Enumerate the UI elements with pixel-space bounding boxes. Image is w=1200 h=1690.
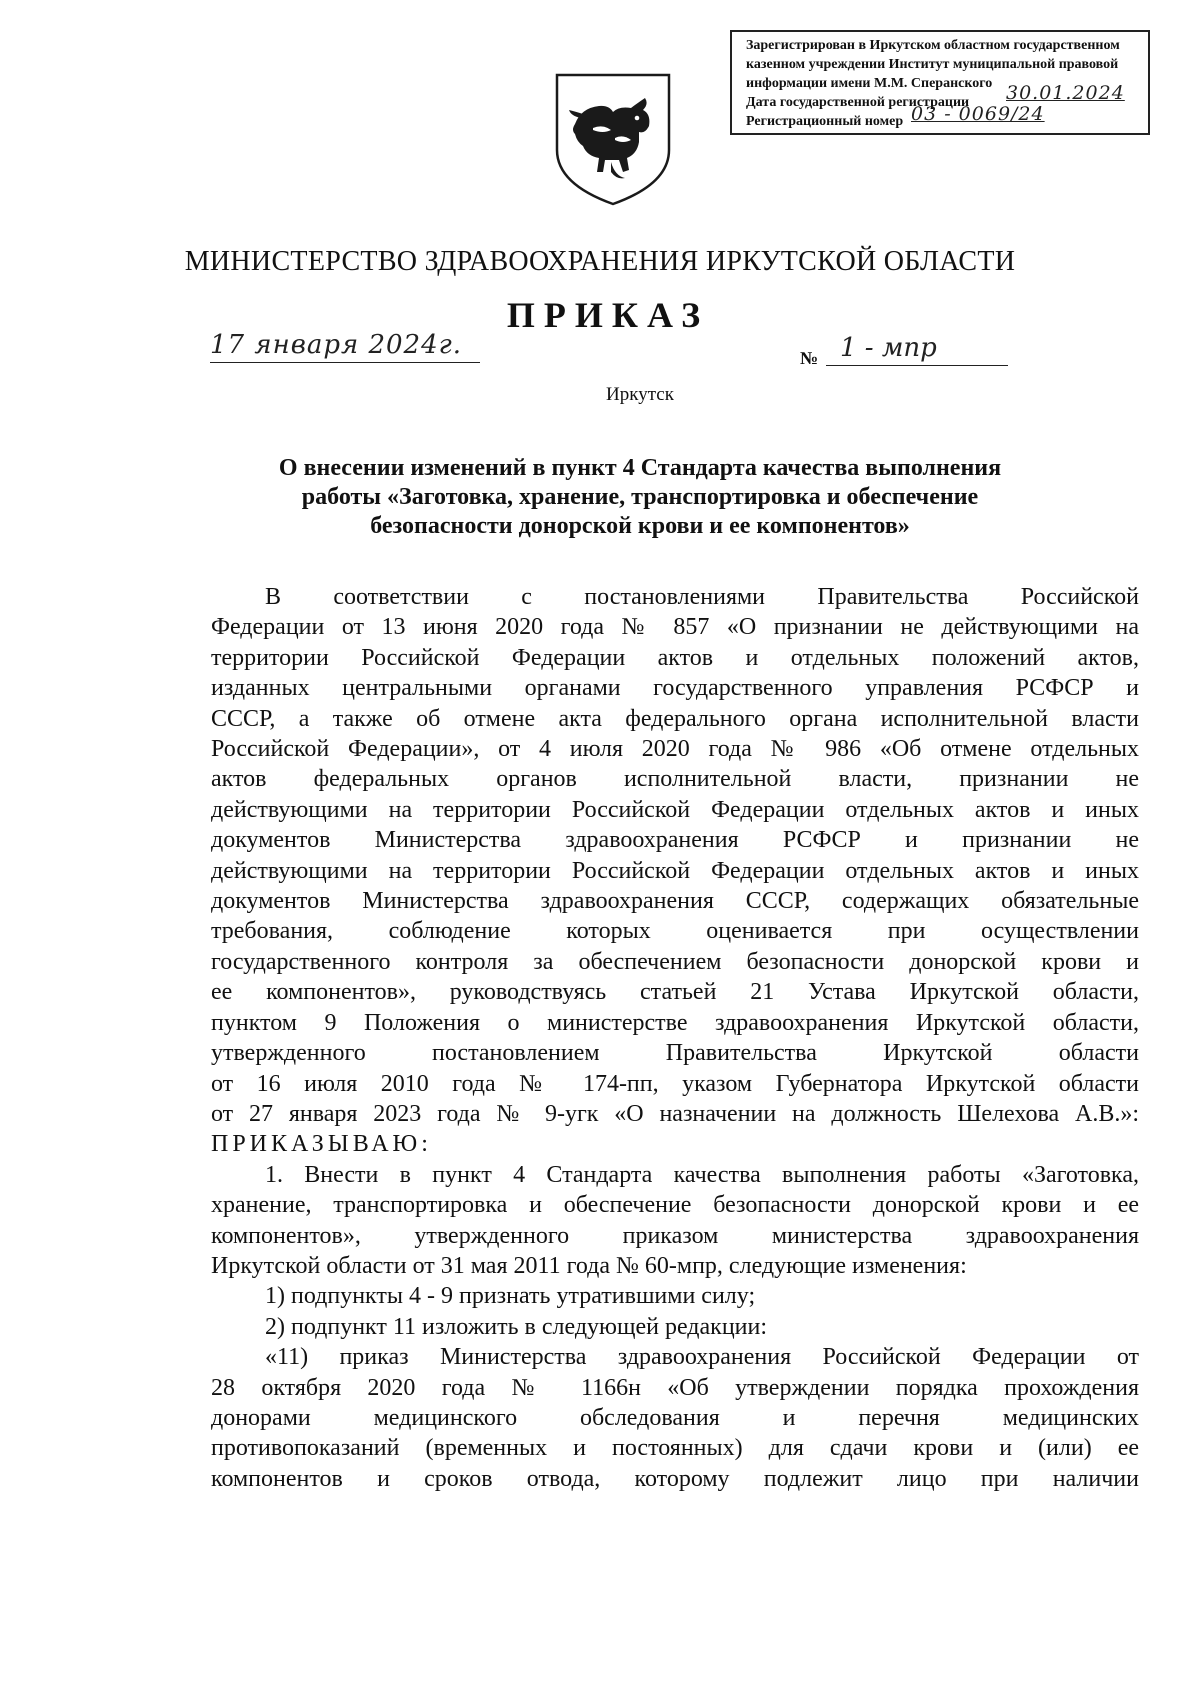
order-date-handwritten: 17 января 2024г. — [210, 330, 480, 363]
body-line: 1. Внести в пункт 4 Стандарта качества выполнения работы «Заготовка, — [265, 1161, 1139, 1188]
body-line: требования, соблюдение которых оценивается при осуществлении — [211, 918, 1139, 945]
body-line: государственного контроля за обеспечением безопасности донорской крови и — [211, 948, 1139, 975]
order-heading — [200, 454, 1080, 541]
body-line: территории Российской Федерации актов и отдельных положений актов, — [211, 644, 1139, 671]
body-line: действующими на территории Российской Федерации отдельных актов и иных — [211, 796, 1139, 823]
subitem-line: 1) подпункты 4 - 9 признать утратившими силу; — [265, 1283, 756, 1310]
heading-line: работы «Заготовка, хранение, транспортировка и обеспечение — [301, 484, 979, 510]
irkutsk-coat-of-arms-icon — [553, 72, 673, 208]
stamp-line: казенном учреждении Институт муниципальной правовой — [746, 57, 1119, 72]
quote-line: «11) приказ Министерства здравоохранения Российской Федерации от — [265, 1344, 1139, 1371]
body-line: хранение, транспортировка и обеспечение безопасности донорской крови и ее — [211, 1192, 1139, 1219]
subitem-line: 2) подпункт 11 изложить в следующей редакции: — [265, 1313, 768, 1340]
body-line: от 16 июля 2010 года № 174-пп, указом Губернатора Иркутской области — [211, 1070, 1139, 1097]
body-line: действующими на территории Российской Федерации отдельных актов и иных — [211, 857, 1139, 884]
body-line: Иркутской области от 31 мая 2011 года № 60-мпр, следующие изменения: — [211, 1252, 967, 1279]
stamp-number-value: 03 - 0069/24 — [911, 103, 1045, 125]
heading-line: О внесении изменений в пункт 4 Стандарта качества выполнения — [278, 455, 1002, 481]
city-name: Иркутск — [606, 384, 674, 405]
body-line: от 27 января 2023 года № 9-угк «О назначении на должность Шелехова А.В.»: — [211, 1100, 1139, 1127]
stamp-date-label: Дата государственной регистрации — [746, 95, 970, 110]
body-line: В соответствии с постановлениями Правительства Российской — [265, 584, 1139, 610]
body-line: пунктом 9 Положения о министерстве здравоохранения Иркутской области, — [211, 1009, 1139, 1036]
stamp-date-value: 30.01.2024 — [1006, 82, 1125, 104]
document-title: ПРИКАЗ — [506, 295, 710, 335]
body-line: изданных центральными органами государственного управления РСФСР и — [211, 675, 1139, 702]
order-number-label: № — [800, 348, 819, 368]
body-line: Российской Федерации», от 4 июля 2020 года № 986 «Об отмене отдельных — [211, 736, 1139, 763]
body-line: документов Министерства здравоохранения РСФСР и признании не — [211, 827, 1139, 854]
body-line: компонентов», утвержденного приказом министерства здравоохранения — [211, 1222, 1139, 1249]
quote-line: компонентов и сроков отвода, которому подлежит лицо при наличии — [211, 1465, 1139, 1492]
body-line: актов федеральных органов исполнительной власти, признании не — [211, 766, 1139, 793]
body-line: СССР, а также об отмене акта федерального органа исполнительной власти — [211, 705, 1139, 732]
body-line: утвержденного постановлением Правительства Иркутской области — [211, 1040, 1139, 1067]
orders-keyword: ПРИКАЗЫВАЮ: — [211, 1131, 432, 1158]
body-line: Федерации от 13 июня 2020 года № 857 «О признании не действующими на — [211, 614, 1139, 641]
stamp-number-row — [746, 103, 1142, 131]
body-line: ее компонентов», руководствуясь статьей 21 Устава Иркутской области, — [211, 979, 1139, 1006]
stamp-line: Зарегистрирован в Иркутском областном государственном — [746, 38, 1120, 53]
stamp-line: информации имени М.М. Сперанского — [746, 76, 993, 91]
order-body — [211, 582, 1139, 1494]
body-line: документов Министерства здравоохранения СССР, содержащих обязательные — [211, 888, 1139, 915]
quote-line: противопоказаний (временных и постоянных) для сдачи крови и (или) ее — [211, 1435, 1139, 1462]
ministry-name: МИНИСТЕРСТВО ЗДРАВООХРАНЕНИЯ ИРКУТСКОЙ ОБЛАСТИ — [184, 246, 1016, 277]
heading-line: безопасности донорской крови и ее компонентов» — [370, 513, 910, 539]
quote-line: 28 октября 2020 года № 1166н «Об утверждении порядка прохождения — [211, 1374, 1139, 1401]
quote-line: донорами медицинского обследования и перечня медицинских — [211, 1404, 1139, 1431]
stamp-number-label: Регистрационный номер — [746, 114, 904, 129]
order-number-handwritten: 1 - мпр — [826, 333, 1008, 366]
registration-stamp — [730, 30, 1150, 135]
